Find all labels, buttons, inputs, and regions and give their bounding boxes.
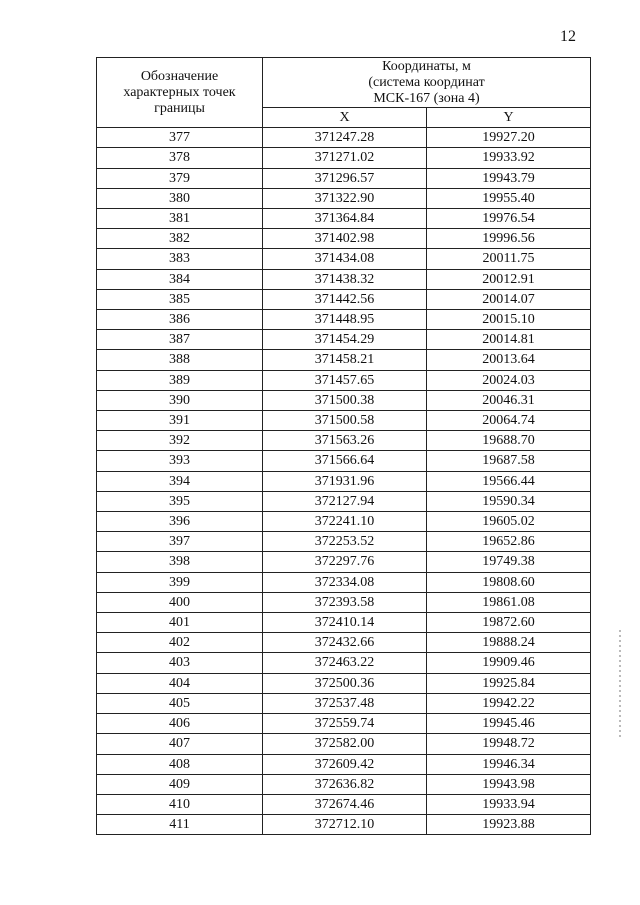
table-row xyxy=(97,693,591,713)
x-cell: 372559.74 xyxy=(263,714,427,734)
table-row xyxy=(97,128,591,148)
x-cell: 372127.94 xyxy=(263,491,427,511)
x-cell: 372297.76 xyxy=(263,552,427,572)
y-cell: 19946.34 xyxy=(427,754,591,774)
x-cell: 371322.90 xyxy=(263,188,427,208)
point-cell: 401 xyxy=(97,613,263,633)
point-label-header-line-1: Обозначение xyxy=(140,68,219,84)
y-cell: 19925.84 xyxy=(427,673,591,693)
table-row xyxy=(97,370,591,390)
table-row xyxy=(97,269,591,289)
page-number: 12 xyxy=(560,28,576,45)
x-cell: 371457.65 xyxy=(263,370,427,390)
coordinates-header-line-2: (система координат xyxy=(368,74,485,90)
point-cell: 377 xyxy=(97,128,263,148)
table-row xyxy=(97,673,591,693)
x-cell: 371931.96 xyxy=(263,471,427,491)
y-cell: 19749.38 xyxy=(427,552,591,572)
coordinates-table xyxy=(96,57,591,835)
y-cell: 19861.08 xyxy=(427,592,591,612)
table-row xyxy=(97,491,591,511)
table-row xyxy=(97,633,591,653)
y-column-header: Y xyxy=(427,108,591,128)
point-cell: 391 xyxy=(97,411,263,431)
table-row xyxy=(97,754,591,774)
x-cell: 371271.02 xyxy=(263,148,427,168)
x-cell: 371364.84 xyxy=(263,209,427,229)
point-cell: 402 xyxy=(97,633,263,653)
table-row xyxy=(97,310,591,330)
point-cell: 382 xyxy=(97,229,263,249)
x-cell: 371247.28 xyxy=(263,128,427,148)
point-label-header xyxy=(97,58,263,128)
table-row xyxy=(97,209,591,229)
table-row xyxy=(97,148,591,168)
point-cell: 396 xyxy=(97,512,263,532)
point-label-header-line-3: границы xyxy=(154,100,205,116)
table-row xyxy=(97,330,591,350)
y-cell: 19933.92 xyxy=(427,148,591,168)
y-cell: 20013.64 xyxy=(427,350,591,370)
point-cell: 381 xyxy=(97,209,263,229)
y-cell: 19652.86 xyxy=(427,532,591,552)
x-cell: 372712.10 xyxy=(263,815,427,835)
x-cell: 371448.95 xyxy=(263,310,427,330)
x-cell: 372500.36 xyxy=(263,673,427,693)
x-cell: 371454.29 xyxy=(263,330,427,350)
x-cell: 372463.22 xyxy=(263,653,427,673)
point-cell: 380 xyxy=(97,188,263,208)
table-row xyxy=(97,411,591,431)
point-cell: 392 xyxy=(97,431,263,451)
point-cell: 410 xyxy=(97,794,263,814)
x-cell: 372334.08 xyxy=(263,572,427,592)
point-cell: 404 xyxy=(97,673,263,693)
table-row xyxy=(97,794,591,814)
point-cell: 411 xyxy=(97,815,263,835)
point-cell: 409 xyxy=(97,774,263,794)
table-row xyxy=(97,471,591,491)
table-row xyxy=(97,734,591,754)
x-cell: 371458.21 xyxy=(263,350,427,370)
table-row xyxy=(97,289,591,309)
y-cell: 19942.22 xyxy=(427,693,591,713)
table-row xyxy=(97,249,591,269)
y-cell: 19948.72 xyxy=(427,734,591,754)
x-column-header: X xyxy=(263,108,427,128)
y-cell: 19872.60 xyxy=(427,613,591,633)
y-cell: 19923.88 xyxy=(427,815,591,835)
y-cell: 19927.20 xyxy=(427,128,591,148)
point-cell: 393 xyxy=(97,451,263,471)
x-cell: 372609.42 xyxy=(263,754,427,774)
x-cell: 371500.58 xyxy=(263,411,427,431)
table-row xyxy=(97,168,591,188)
point-cell: 387 xyxy=(97,330,263,350)
y-cell: 19590.34 xyxy=(427,491,591,511)
y-cell: 19945.46 xyxy=(427,714,591,734)
y-cell: 20015.10 xyxy=(427,310,591,330)
point-cell: 406 xyxy=(97,714,263,734)
table-row xyxy=(97,613,591,633)
x-cell: 371566.64 xyxy=(263,451,427,471)
point-cell: 394 xyxy=(97,471,263,491)
table-row xyxy=(97,512,591,532)
point-cell: 405 xyxy=(97,693,263,713)
x-cell: 372636.82 xyxy=(263,774,427,794)
table-row xyxy=(97,572,591,592)
table-row xyxy=(97,815,591,835)
point-label-header-line-2: характерных точек xyxy=(123,84,236,100)
table-row xyxy=(97,532,591,552)
coordinates-header xyxy=(263,58,591,108)
point-cell: 389 xyxy=(97,370,263,390)
scan-edge-marks xyxy=(619,630,621,740)
x-cell: 372241.10 xyxy=(263,512,427,532)
table-body xyxy=(97,128,591,835)
y-cell: 20064.74 xyxy=(427,411,591,431)
x-cell: 372432.66 xyxy=(263,633,427,653)
y-cell: 20014.07 xyxy=(427,289,591,309)
point-cell: 390 xyxy=(97,390,263,410)
point-cell: 407 xyxy=(97,734,263,754)
x-cell: 372253.52 xyxy=(263,532,427,552)
table-row xyxy=(97,774,591,794)
y-cell: 20014.81 xyxy=(427,330,591,350)
table-row xyxy=(97,390,591,410)
y-cell: 20024.03 xyxy=(427,370,591,390)
coordinates-header-line-1: Координаты, м xyxy=(382,58,471,74)
table-row xyxy=(97,714,591,734)
x-cell: 371500.38 xyxy=(263,390,427,410)
point-cell: 383 xyxy=(97,249,263,269)
y-cell: 19909.46 xyxy=(427,653,591,673)
table-row xyxy=(97,592,591,612)
y-cell: 19605.02 xyxy=(427,512,591,532)
x-cell: 372410.14 xyxy=(263,613,427,633)
y-cell: 20046.31 xyxy=(427,390,591,410)
x-cell: 372582.00 xyxy=(263,734,427,754)
point-cell: 395 xyxy=(97,491,263,511)
x-cell: 371434.08 xyxy=(263,249,427,269)
y-cell: 19808.60 xyxy=(427,572,591,592)
y-cell: 19943.79 xyxy=(427,168,591,188)
y-cell: 20011.75 xyxy=(427,249,591,269)
table-header-row xyxy=(97,58,591,108)
table-row xyxy=(97,188,591,208)
x-cell: 371402.98 xyxy=(263,229,427,249)
x-cell: 372537.48 xyxy=(263,693,427,713)
y-cell: 20012.91 xyxy=(427,269,591,289)
point-cell: 386 xyxy=(97,310,263,330)
x-cell: 371438.32 xyxy=(263,269,427,289)
table-row xyxy=(97,350,591,370)
point-cell: 388 xyxy=(97,350,263,370)
y-cell: 19933.94 xyxy=(427,794,591,814)
y-cell: 19996.56 xyxy=(427,229,591,249)
point-cell: 384 xyxy=(97,269,263,289)
y-cell: 19566.44 xyxy=(427,471,591,491)
y-cell: 19976.54 xyxy=(427,209,591,229)
point-cell: 408 xyxy=(97,754,263,774)
point-cell: 403 xyxy=(97,653,263,673)
point-cell: 385 xyxy=(97,289,263,309)
table-row xyxy=(97,451,591,471)
table-row xyxy=(97,431,591,451)
table-row xyxy=(97,552,591,572)
point-cell: 378 xyxy=(97,148,263,168)
x-cell: 372674.46 xyxy=(263,794,427,814)
table-row xyxy=(97,653,591,673)
point-cell: 397 xyxy=(97,532,263,552)
point-cell: 379 xyxy=(97,168,263,188)
table-row xyxy=(97,229,591,249)
y-cell: 19955.40 xyxy=(427,188,591,208)
x-cell: 371296.57 xyxy=(263,168,427,188)
x-cell: 371442.56 xyxy=(263,289,427,309)
y-cell: 19687.58 xyxy=(427,451,591,471)
coordinates-header-line-3: МСК-167 (зона 4) xyxy=(373,90,480,106)
x-cell: 372393.58 xyxy=(263,592,427,612)
point-cell: 400 xyxy=(97,592,263,612)
point-cell: 399 xyxy=(97,572,263,592)
x-cell: 371563.26 xyxy=(263,431,427,451)
y-cell: 19943.98 xyxy=(427,774,591,794)
point-cell: 398 xyxy=(97,552,263,572)
y-cell: 19688.70 xyxy=(427,431,591,451)
y-cell: 19888.24 xyxy=(427,633,591,653)
